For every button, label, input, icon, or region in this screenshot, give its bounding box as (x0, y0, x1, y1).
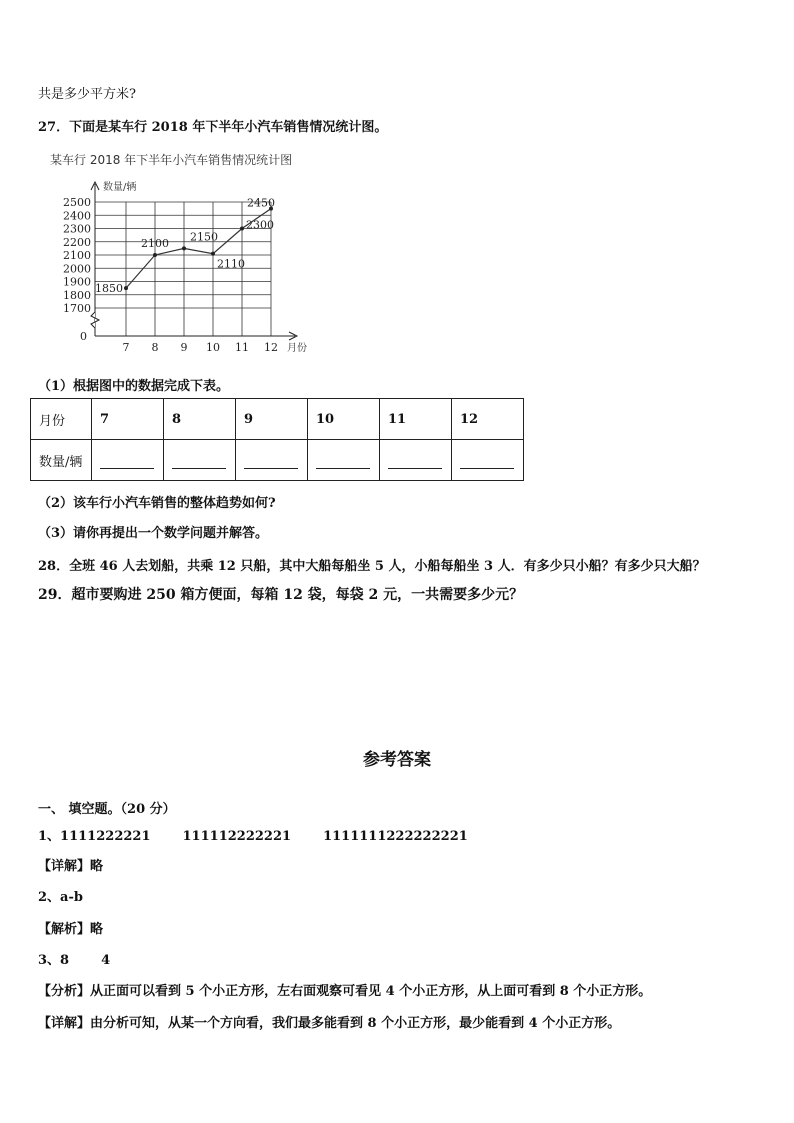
y-tick-label: 2500 (63, 196, 91, 209)
table-cell-answer-blank[interactable] (164, 440, 236, 481)
y-axis-title: 数量/辆 (103, 182, 137, 193)
table-header-quantity: 数量/辆 (31, 440, 92, 481)
table-cell-month: 10 (308, 399, 380, 440)
answer-1-value: 1111111222222221 (323, 829, 468, 844)
answer-3-analysis: 【分析】从正面可以看到 5 个小正方形，左右面观察可看见 4 个小正方形，从上面可看到 8 个小正方形。 (38, 984, 652, 999)
x-tick-label: 7 (122, 341, 130, 354)
table-cell-month: 8 (164, 399, 236, 440)
answer-2-detail: 【解析】略 (38, 922, 104, 937)
x-axis-title: 月份 (287, 343, 307, 354)
answer-2: 2、a-b (38, 890, 83, 905)
y-tick-label: 1900 (63, 275, 91, 289)
table-cell-answer-blank[interactable] (380, 440, 452, 481)
y-axis-break (91, 312, 99, 328)
question-27-sub1: （1）根据图中的数据完成下表。 (38, 379, 230, 394)
table-cell-month: 11 (380, 399, 452, 440)
y-tick-label: 1800 (63, 288, 91, 302)
answer-1-label: 1、 (38, 829, 61, 844)
question-29: 29．超市要购进 250 箱方便面，每箱 12 袋，每袋 2 元，一共需要多少元？ (38, 587, 524, 603)
answer-1-value: 1111222221 (60, 829, 151, 844)
x-tick-label: 10 (206, 341, 220, 354)
y-tick-label: 2400 (63, 209, 91, 223)
y-tick-label: 1700 (63, 302, 91, 315)
y-tick-label: 2300 (63, 222, 91, 236)
data-label: 2450 (247, 196, 275, 210)
chart-title: 某车行 2018 年下半年小汽车销售情况统计图 (50, 153, 293, 167)
data-point (153, 253, 157, 257)
data-label: 2110 (217, 257, 245, 271)
table-cell-answer-blank[interactable] (452, 440, 524, 481)
y-tick-label: 2000 (63, 262, 91, 276)
x-tick-label: 8 (151, 341, 159, 354)
answer-1-detail: 【详解】略 (38, 859, 104, 874)
previous-question-tail: 共是多少平方米? (38, 87, 136, 102)
question-27-sub2: （2）该车行小汽车销售的整体趋势如何? (38, 496, 276, 511)
answers-section-title: 一、 填空题。（20 分） (38, 802, 176, 817)
question-27-sub3: （3）请你再提出一个数学问题并解答。 (38, 526, 269, 541)
answer-3-value: 8 (60, 953, 70, 968)
table-cell-answer-blank[interactable] (236, 440, 308, 481)
y-tick-label: 2100 (63, 249, 91, 262)
chart-marks (95, 197, 275, 296)
table-row-month (31, 399, 524, 440)
data-point (124, 286, 128, 290)
question-28: 28．全班 46 人去划船，共乘 12 只船，其中大船每船坐 5 人，小船每船坐 3 人．有多少只小船？有多少只大船？ (38, 559, 706, 574)
answer-3-label: 3、 (38, 953, 61, 968)
answer-1 (38, 825, 468, 844)
data-point (211, 252, 215, 256)
table-cell-answer-blank[interactable] (308, 440, 380, 481)
sales-line-chart (50, 150, 330, 355)
x-tick-label: 9 (180, 341, 188, 354)
answers-heading: 参考答案 (363, 750, 431, 770)
table-cell-month: 12 (452, 399, 524, 440)
data-label: 2100 (141, 237, 169, 250)
table-cell-month: 7 (92, 399, 164, 440)
data-label: 2300 (246, 218, 274, 232)
table-cell-month: 9 (236, 399, 308, 440)
x-tick-label: 12 (264, 341, 278, 354)
x-tick-label: 11 (235, 341, 249, 354)
sales-table (30, 398, 524, 481)
answer-3 (38, 949, 110, 968)
data-label: 2150 (190, 230, 218, 244)
table-cell-answer-blank[interactable] (92, 440, 164, 481)
data-point (182, 246, 186, 250)
data-label: 1850 (95, 282, 123, 296)
y-tick-label: 2200 (63, 235, 91, 249)
question-27-title: 27．下面是某车行 2018 年下半年小汽车销售情况统计图。 (38, 120, 388, 135)
y-zero-label: 0 (80, 330, 87, 343)
answer-3-detail: 【详解】由分析可知，从某一个方向看，我们最多能看到 8 个小正方形，最少能看到 4 个小正方形。 (38, 1016, 621, 1031)
data-point (240, 227, 244, 231)
table-header-month: 月份 (31, 399, 92, 440)
answer-3-value: 4 (101, 953, 111, 968)
table-row-quantity (31, 440, 524, 481)
answer-1-value: 111112222221 (182, 829, 292, 844)
